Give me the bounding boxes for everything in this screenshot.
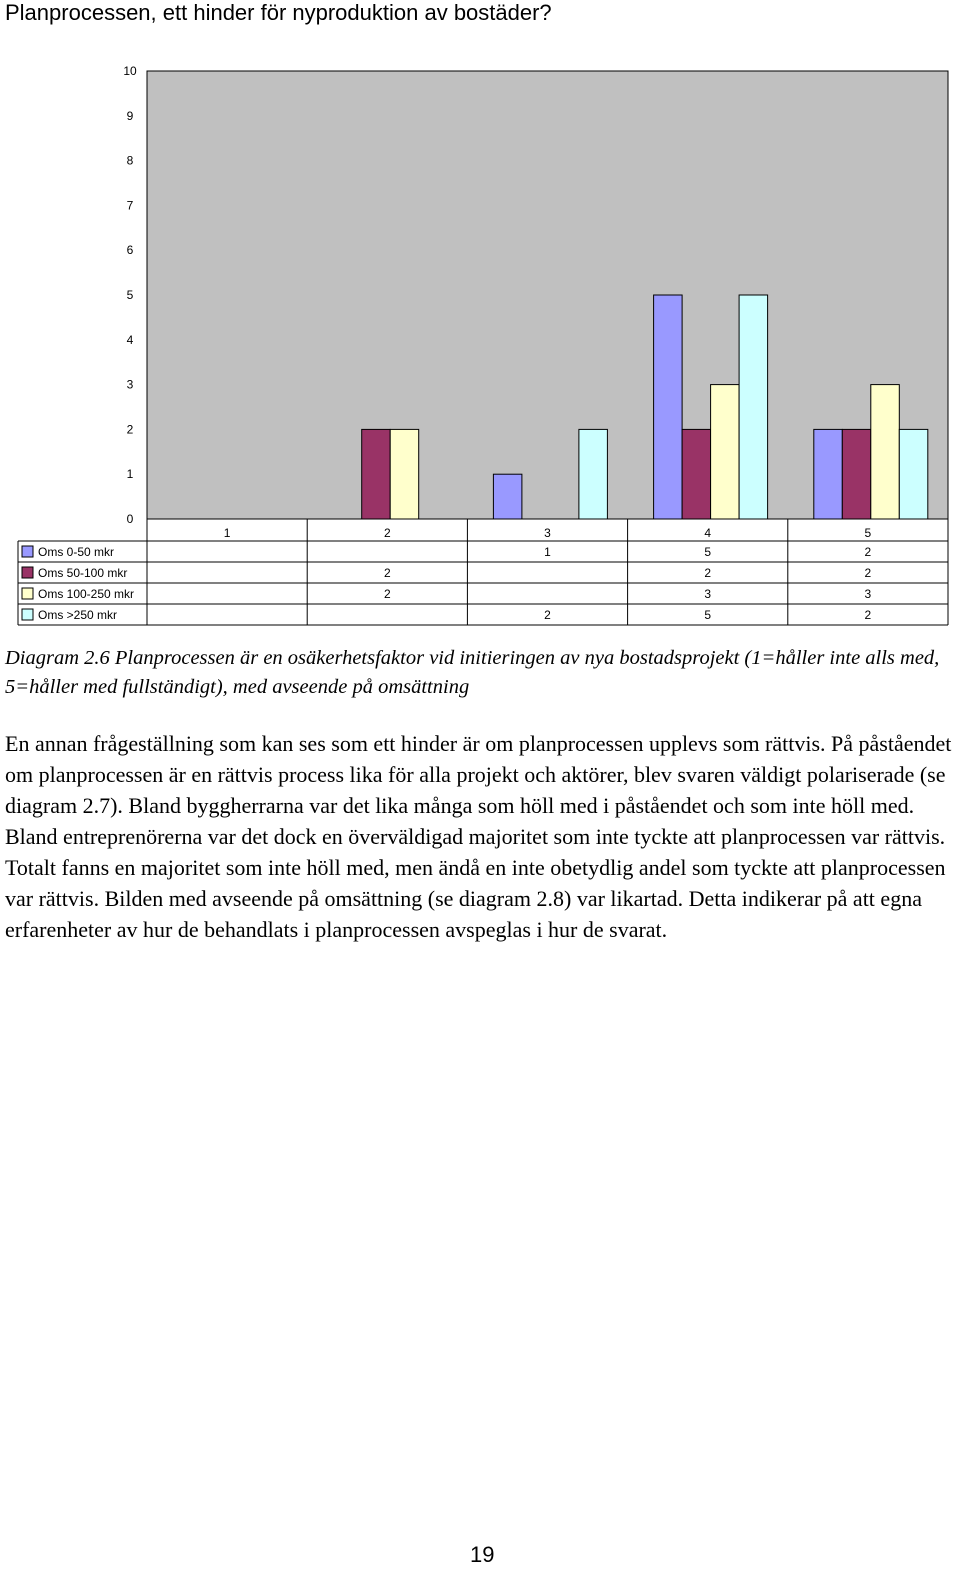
legend-key [22,609,33,620]
table-value: 1 [544,545,551,559]
table-value: 2 [383,566,391,580]
y-tick-label: 3 [126,377,134,392]
y-tick-label: 2 [126,422,134,437]
bar-chart [0,0,960,640]
table-value: 5 [704,608,712,622]
bar [654,295,683,519]
legend-key [22,546,33,557]
table-value: 2 [864,566,872,580]
table-value: 2 [383,587,391,601]
table-value: 3 [704,587,712,601]
bar [493,474,522,519]
table-value: 2 [704,566,712,580]
y-tick-label: 7 [126,198,134,213]
bar [814,429,843,519]
legend-key [22,567,33,578]
table-value: 2 [864,608,872,622]
x-tick-label: 3 [544,526,551,540]
bar [711,385,740,519]
y-tick-label: 6 [126,243,134,258]
bar [579,429,608,519]
page-number: 19 [470,1542,495,1567]
legend-label: Oms 100-250 mkr [38,587,135,601]
x-tick-label: 2 [383,526,391,540]
legend-label: Oms >250 mkr [38,608,118,622]
x-tick-label: 5 [864,526,872,540]
bar [871,385,900,519]
table-value: 3 [864,587,872,601]
body-paragraph: En annan frågeställning som kan ses som ett hinder är om planprocessen upplevs som rättvis. På påståendet om planprocessen är en rättvis process lika för alla projekt och aktörer, blev svaren väldigt polariserade (se diagram 2.7). Bland byggherrarna var det lika många som höll med i påståendet och som inte höll med. Bland entreprenörerna var det dock en överväldigad majoritet som inte tyckte att planprocessen var rättvis. Totalt fanns en majoritet som inte höll med, men ändå en inte obetydlig andel som tyckte att planprocessen var rättvis. Bilden med avseende på omsättning (se diagram 2.8) var likartad. Detta indikerar på att egna erfarenheter av hur de behandlats i planprocessen avspeglas i hur de svarat. [5,731,952,942]
table-value: 5 [704,545,712,559]
y-tick-label: 8 [126,153,134,168]
bar [739,295,768,519]
legend-label: Oms 50-100 mkr [38,566,128,580]
table-value: 2 [544,608,551,622]
bar [682,429,711,519]
bar [842,429,871,519]
y-tick-label: 5 [126,288,134,302]
legend-key [22,588,33,599]
figure-caption: Diagram 2.6 Planprocessen är en osäkerhetsfaktor vid initieringen av nya bostadsprojekt (1=håller inte alls med, 5=håller med fullständigt), med avseende på omsättning [5,647,940,698]
y-tick-label: 4 [126,332,134,347]
bar [390,429,419,519]
bar [362,429,391,519]
y-tick-label: 9 [126,108,134,123]
y-tick-label: 0 [126,512,134,526]
x-tick-label: 4 [704,526,712,540]
table-value: 2 [864,545,872,559]
y-tick-label: 1 [126,467,134,482]
bar [899,429,928,519]
legend-label: Oms 0-50 mkr [38,545,115,559]
x-tick-label: 1 [223,526,231,540]
page-header: Planprocessen, ett hinder för nyproduktion av bostäder? [5,0,552,25]
y-tick-label: 10 [123,64,137,78]
